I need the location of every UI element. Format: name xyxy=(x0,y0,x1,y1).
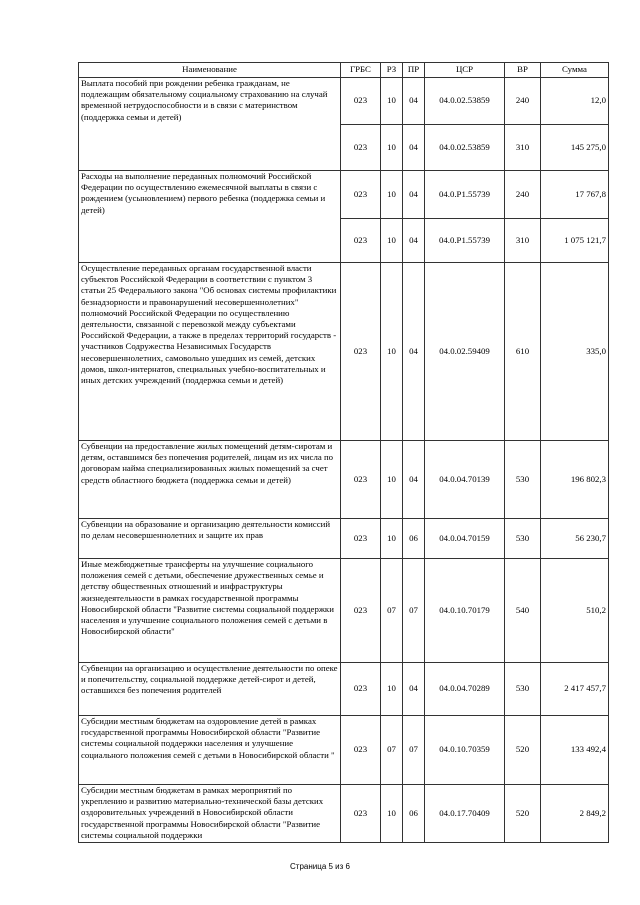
sum-cell: 133 492,4 xyxy=(541,716,609,785)
grbs-cell: 023 xyxy=(341,441,381,519)
csr-cell: 04.0.02.59409 xyxy=(425,263,505,441)
row-name-cell: Субсидии местным бюджетам на оздоровление детей в рамках государственной программы Новосибирской области "Развитие системы социальной поддержки населения и улучшение социального положения семей с детьми в Новосибирской области " xyxy=(79,716,341,785)
csr-cell: 04.0.02.53859 xyxy=(425,78,505,125)
rz-cell: 10 xyxy=(381,785,403,843)
rz-cell: 10 xyxy=(381,219,403,263)
row-name-cell: Иные межбюджетные трансферты на улучшение социального положения семей с детьми, обеспечение дружественных семье и детству общественных отношений и инфраструктуры жизнедеятельности в рамках государственной программы Новосибирской области "Развитие системы социальной поддержки населения и улучшение социального положения семей с детьми в Новосибирской области" xyxy=(79,559,341,663)
grbs-cell: 023 xyxy=(341,125,381,171)
table-header-row xyxy=(79,63,609,78)
vr-cell: 520 xyxy=(505,716,541,785)
grbs-cell: 023 xyxy=(341,263,381,441)
rz-cell: 10 xyxy=(381,78,403,125)
row-name-cell xyxy=(79,785,341,843)
header-name: Наименование xyxy=(79,63,341,78)
page-footer: Страница 5 из 6 xyxy=(290,862,350,871)
grbs-cell: 023 xyxy=(341,785,381,843)
table-row xyxy=(79,171,609,219)
csr-cell: 04.0.04.70289 xyxy=(425,663,505,716)
pr-cell: 04 xyxy=(403,219,425,263)
rz-cell: 10 xyxy=(381,171,403,219)
pr-cell: 06 xyxy=(403,519,425,559)
vr-cell: 310 xyxy=(505,125,541,171)
row-name-cell: Расходы на выполнение переданных полномочий Российской Федерации по осуществлению ежемесячной выплаты в связи с рождением (усыновлением) первого ребенка (поддержка семьи и детей) xyxy=(79,171,341,263)
table-row xyxy=(79,78,609,125)
vr-cell: 240 xyxy=(505,171,541,219)
pr-cell: 04 xyxy=(403,663,425,716)
pr-cell: 04 xyxy=(403,441,425,519)
grbs-cell: 023 xyxy=(341,519,381,559)
vr-cell: 610 xyxy=(505,263,541,441)
pr-cell: 04 xyxy=(403,125,425,171)
table-row xyxy=(79,663,609,716)
table-row xyxy=(79,785,609,843)
vr-cell: 240 xyxy=(505,78,541,125)
csr-cell: 04.0.P1.55739 xyxy=(425,219,505,263)
vr-cell: 520 xyxy=(505,785,541,843)
table-row xyxy=(79,716,609,785)
sum-cell: 17 767,8 xyxy=(541,171,609,219)
sum-cell: 510,2 xyxy=(541,559,609,663)
row-name-cell: Субвенции на образование и организацию деятельности комиссий по делам несовершеннолетних и защите их прав xyxy=(79,519,341,559)
rz-cell: 10 xyxy=(381,125,403,171)
grbs-cell: 023 xyxy=(341,219,381,263)
vr-cell: 530 xyxy=(505,441,541,519)
header-csr: ЦСР xyxy=(425,63,505,78)
grbs-cell: 023 xyxy=(341,559,381,663)
row-name-cell: Субвенции на организацию и осуществление деятельности по опеке и попечительству, социальной поддержке детей-сирот и детей, оставшихся без попечения родителей xyxy=(79,663,341,716)
grbs-cell: 023 xyxy=(341,78,381,125)
grbs-cell: 023 xyxy=(341,171,381,219)
sum-cell: 2 417 457,7 xyxy=(541,663,609,716)
row-name-cell: Осуществление переданных органам государственной власти субъектов Российской Федерации в соответствии с пунктом 3 статьи 25 Федерального закона "Об основах системы профилактики безнадзорности и правонарушений несовершеннолетних" полномочий Российской Федерации по осуществлению деятельности, связанной с перевозкой между субъектами Российской Федерации, а также в пределах территорий государств - участников Содружества Независимых Государств несовершеннолетних, самовольно ушедших из семей, детских домов, школ-интернатов, специальных учебно-воспитательных и иных детских учреждений (поддержка семьи и детей) xyxy=(79,263,341,441)
sum-cell: 2 849,2 xyxy=(541,785,609,843)
row-name-cell: Выплата пособий при рождении ребенка гражданам, не подлежащим обязательному социальному страхованию на случай временной нетрудоспособности и в связи с материнством (поддержка семьи и детей) xyxy=(79,78,341,171)
csr-cell: 04.0.04.70159 xyxy=(425,519,505,559)
pr-cell: 07 xyxy=(403,716,425,785)
grbs-cell: 023 xyxy=(341,716,381,785)
pr-cell: 04 xyxy=(403,263,425,441)
vr-cell: 530 xyxy=(505,663,541,716)
table-row xyxy=(79,441,609,519)
csr-cell: 04.0.10.70179 xyxy=(425,559,505,663)
sum-cell: 196 802,3 xyxy=(541,441,609,519)
vr-cell: 310 xyxy=(505,219,541,263)
rz-cell: 07 xyxy=(381,716,403,785)
rz-cell: 07 xyxy=(381,559,403,663)
rz-cell: 10 xyxy=(381,263,403,441)
sum-cell: 145 275,0 xyxy=(541,125,609,171)
header-sum: Сумма xyxy=(541,63,609,78)
sum-cell: 12,0 xyxy=(541,78,609,125)
header-rz: РЗ xyxy=(381,63,403,78)
rz-cell: 10 xyxy=(381,441,403,519)
rz-cell: 10 xyxy=(381,663,403,716)
csr-cell: 04.0.02.53859 xyxy=(425,125,505,171)
budget-table xyxy=(78,62,609,843)
header-vr: ВР xyxy=(505,63,541,78)
table-row xyxy=(79,519,609,559)
vr-cell: 540 xyxy=(505,559,541,663)
csr-cell: 04.0.10.70359 xyxy=(425,716,505,785)
sum-cell: 335,0 xyxy=(541,263,609,441)
rz-cell: 10 xyxy=(381,519,403,559)
table-row xyxy=(79,263,609,441)
pr-cell: 04 xyxy=(403,171,425,219)
csr-cell: 04.0.04.70139 xyxy=(425,441,505,519)
grbs-cell: 023 xyxy=(341,663,381,716)
pr-cell: 07 xyxy=(403,559,425,663)
pr-cell: 06 xyxy=(403,785,425,843)
csr-cell: 04.0.17.70409 xyxy=(425,785,505,843)
sum-cell: 56 230,7 xyxy=(541,519,609,559)
truncated-text: Субсидии местным бюджетам в рамках мероприятий по укреплению и развитию материально-технической базы детских оздоровительных учреждений в Новосибирской области государственной программы Новосибирской области "Развитие системы социальной поддержки xyxy=(81,785,324,840)
row-name-cell: Субвенции на предоставление жилых помещений детям-сиротам и детям, оставшимся без попечения родителей, лицам из их числа по договорам найма специализированных жилых помещений за счет средств областного бюджета (поддержка семьи и детей) xyxy=(79,441,341,519)
header-grbs: ГРБС xyxy=(341,63,381,78)
sum-cell: 1 075 121,7 xyxy=(541,219,609,263)
table-row xyxy=(79,559,609,663)
header-pr: ПР xyxy=(403,63,425,78)
vr-cell: 530 xyxy=(505,519,541,559)
csr-cell: 04.0.P1.55739 xyxy=(425,171,505,219)
pr-cell: 04 xyxy=(403,78,425,125)
